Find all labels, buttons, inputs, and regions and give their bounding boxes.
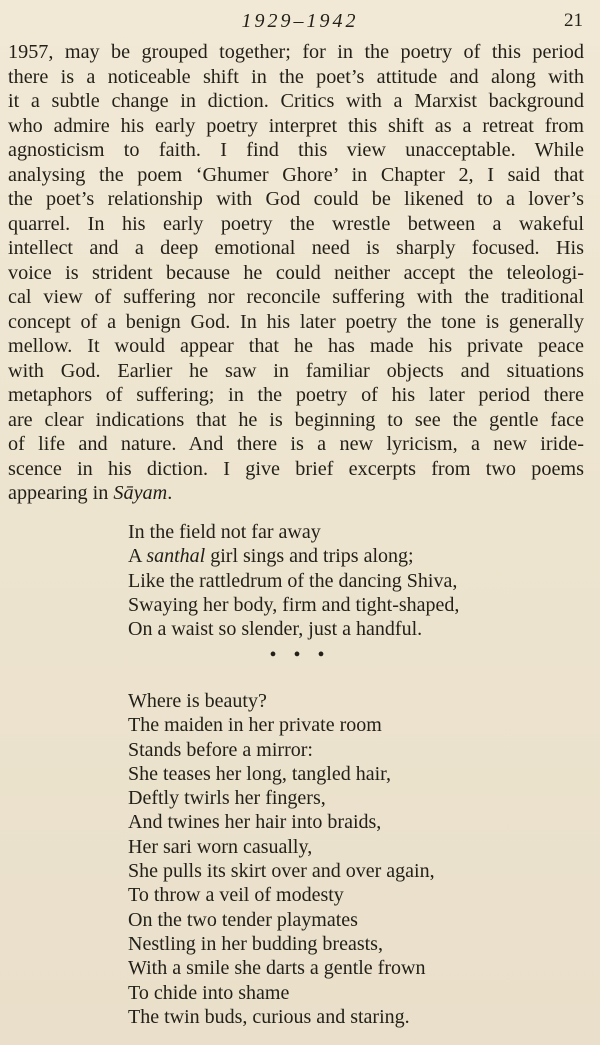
paragraph-line: scence in his diction. I give brief excerpts from two poems [8, 457, 584, 480]
paragraph-line: agnosticism to faith. I find this view unacceptable. While [8, 139, 584, 161]
body-paragraph [8, 40, 584, 506]
poem-line: She pulls its skirt over and over again, [128, 860, 435, 883]
paragraph-line: the poet’s relationship with God could be likened to a lover’s [8, 188, 584, 210]
final-line-suffix: . [167, 482, 173, 504]
poem-line: On the two tender playmates [128, 908, 358, 931]
paragraph-final-line [8, 481, 584, 506]
poem-line: Where is beauty? [128, 690, 267, 712]
book-title-sayam: Sāyam [113, 482, 168, 504]
poem-line: She teases her long, tangled hair, [128, 762, 392, 785]
poem-line: Nestling in her budding breasts, [128, 932, 383, 955]
page-number: 21 [564, 10, 583, 31]
poem-line: Stands before a mirror: [128, 738, 313, 761]
page-header [0, 8, 600, 38]
poem-line: Deftly twirls her fingers, [128, 787, 326, 810]
paragraph-line: there is a noticeable shift in the poet’s attitude and along with [8, 65, 584, 88]
poem-line: To chide into shame [128, 981, 290, 1004]
paragraph-line: 1957, may be grouped together; for in the poetry of this period [8, 41, 584, 63]
paragraph-line: voice is strident because he could neither accept the teleologi- [8, 261, 584, 284]
poem-line: With a smile she darts a gentle frown [128, 957, 426, 980]
excerpt-separator: • • • [269, 644, 331, 666]
paragraph-line: are clear indications that he is beginning to see the gentle face [8, 408, 584, 431]
paragraph-line: metaphors of suffering; in the poetry of his later period there [8, 384, 584, 406]
paragraph-line: who admire his early poetry interpret this shift as a retreat from [8, 114, 584, 137]
poem-excerpt-two [128, 689, 568, 1029]
poem-italic-word: santhal [146, 545, 206, 568]
running-head: 1929–1942 [241, 10, 359, 32]
poem-line: To throw a veil of modesty [128, 884, 344, 907]
paragraph-line: it a subtle change in diction. Critics with a Marxist background [8, 90, 584, 112]
final-line-prefix: appearing in [8, 482, 114, 504]
poem-line: In the field not far away [128, 521, 321, 543]
poem-line [128, 544, 568, 568]
poem-line: Swaying her body, firm and tight-shaped, [128, 593, 460, 616]
paragraph-line: quarrel. In his early poetry the wrestle between a wakeful [8, 212, 584, 235]
poem-line: The twin buds, curious and staring. [128, 1005, 410, 1028]
paragraph-line: cal view of suffering nor reconcile suffering with the traditional [8, 286, 584, 308]
poem-excerpt-one [128, 520, 568, 641]
poem-line: Her sari worn casually, [128, 835, 313, 858]
paragraph-line: concept of a benign God. In his later poetry the tone is generally [8, 310, 584, 333]
paragraph-line: analysing the poem ‘Ghumer Ghore’ in Chapter 2, I said that [8, 163, 584, 186]
poem-line: The maiden in her private room [128, 714, 382, 737]
poem-line: Like the rattledrum of the dancing Shiva, [128, 569, 458, 592]
paragraph-line: mellow. It would appear that he has made his private peace [8, 335, 584, 357]
paragraph-line: of life and nature. And there is a new lyricism, a new iride- [8, 433, 584, 455]
poem-line: On a waist so slender, just a handful. [128, 618, 423, 641]
paragraph-line: intellect and a deep emotional need is sharply focused. His [8, 237, 584, 259]
poem-line: And twines her hair into braids, [128, 811, 382, 834]
poem-line-prefix: A [128, 545, 147, 568]
poem-line-suffix: girl sings and trips along; [205, 545, 414, 568]
paragraph-line: with God. Earlier he saw in familiar objects and situations [8, 359, 584, 382]
